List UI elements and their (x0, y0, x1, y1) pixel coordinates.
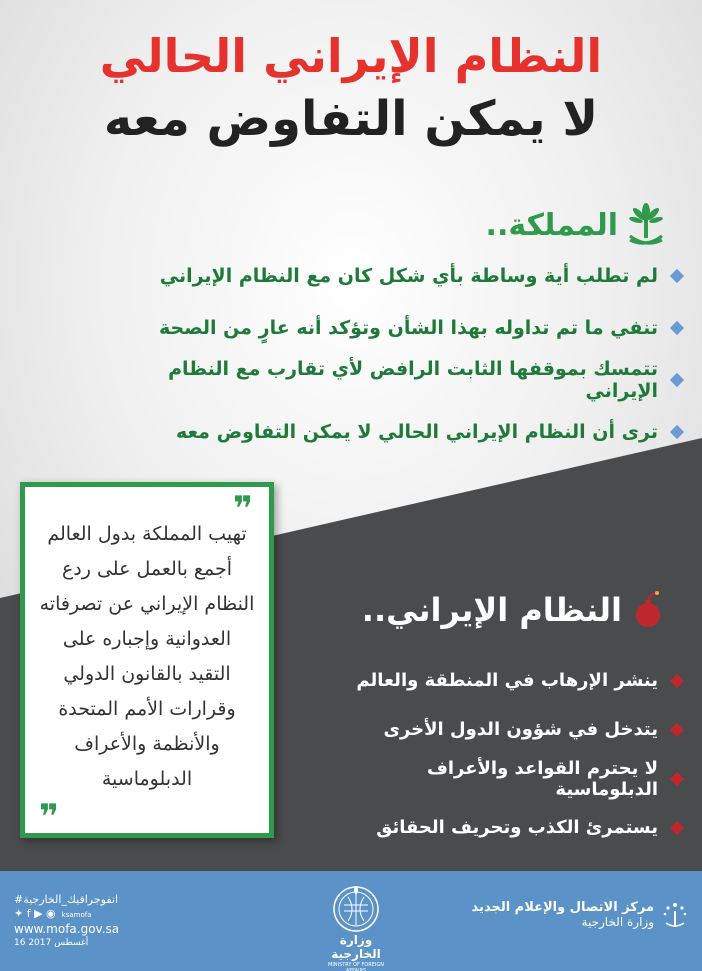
website-link[interactable]: www.mofa.gov.sa (14, 922, 120, 936)
publish-date: 16 أغسطس 2017 (14, 938, 89, 948)
quote-box (20, 482, 274, 838)
page-title-line2: لا يمكن التفاوض معه (103, 91, 599, 147)
kingdom-point: لم تطلب أية وساطة بأي شكل كان مع النظام الإيراني (142, 250, 682, 302)
center-name: مركز الاتصال والإعلام الجديد (471, 899, 654, 915)
ministry-emblem-icon (330, 883, 382, 935)
diamond-bullet-icon (670, 269, 684, 283)
diamond-bullet-icon (670, 722, 684, 736)
hashtag: #انفوجرافيك_الخارجية (14, 893, 119, 906)
kingdom-points-list (142, 250, 682, 458)
footer-contact (14, 893, 119, 950)
footer-bar (0, 871, 702, 971)
saudi-emblem-icon (626, 202, 666, 248)
ministry-logo (318, 883, 394, 971)
quote-text: تهيب المملكة بدول العالم أجمع بالعمل على ردع النظام الإيراني عن تصرفاته العدوانية وإجباره على التقيد بالقانون الدولي وقرارات الأمم المتحدة والأنظمة والأعراف الدبلوماسية (39, 523, 255, 790)
iran-point: يتدخل في شؤون الدول الأخرى (322, 705, 682, 754)
kingdom-heading-text: المملكة.. (485, 207, 618, 243)
diamond-bullet-icon (670, 425, 684, 439)
center-branding (472, 899, 688, 929)
quote-open-icon: ❞ (233, 489, 253, 529)
kingdom-point: تتمسك بموقفها الثابت الرافض لأي تقارب مع النظام الإيراني (142, 354, 682, 406)
diamond-bullet-icon (670, 321, 684, 335)
iran-point: لا يحترم القواعد والأعراف الدبلوماسية (322, 754, 682, 803)
ministry-logo-english: MINISTRY OF FOREIGN AFFAIRS (328, 962, 384, 971)
diamond-bullet-icon (670, 373, 684, 387)
iran-point: يستمرئ الكذب وتحريف الحقائق (322, 803, 682, 852)
ministry-logo-arabic: وزارة الخارجية (331, 933, 381, 961)
kingdom-point: ترى أن النظام الإيراني الحالي لا يمكن التفاوض معه (142, 406, 682, 458)
social-row (14, 907, 119, 922)
iran-heading-text: النظام الإيراني.. (361, 591, 622, 629)
iran-section-heading (362, 590, 668, 630)
center-logo-icon (662, 899, 688, 929)
quote-close-icon: ❞ (39, 797, 59, 837)
kingdom-section-heading (486, 202, 666, 248)
social-handle: ksamofa (61, 911, 92, 919)
social-icons[interactable]: ✦ f ▶ ◉ (14, 907, 56, 920)
diamond-bullet-icon (670, 820, 684, 834)
diamond-bullet-icon (670, 771, 684, 785)
bomb-icon (628, 590, 668, 630)
kingdom-point: تنفي ما تم تداوله بهذا الشأن وتؤكد أنه عارٍ من الصحة (142, 302, 682, 354)
iran-points-list (322, 656, 682, 852)
iran-point: ينشر الإرهاب في المنطقة والعالم (322, 656, 682, 705)
page-title-line1: النظام الإيراني الحالي (99, 29, 603, 83)
center-ministry: وزارة الخارجية (581, 914, 654, 929)
diamond-bullet-icon (670, 673, 684, 687)
